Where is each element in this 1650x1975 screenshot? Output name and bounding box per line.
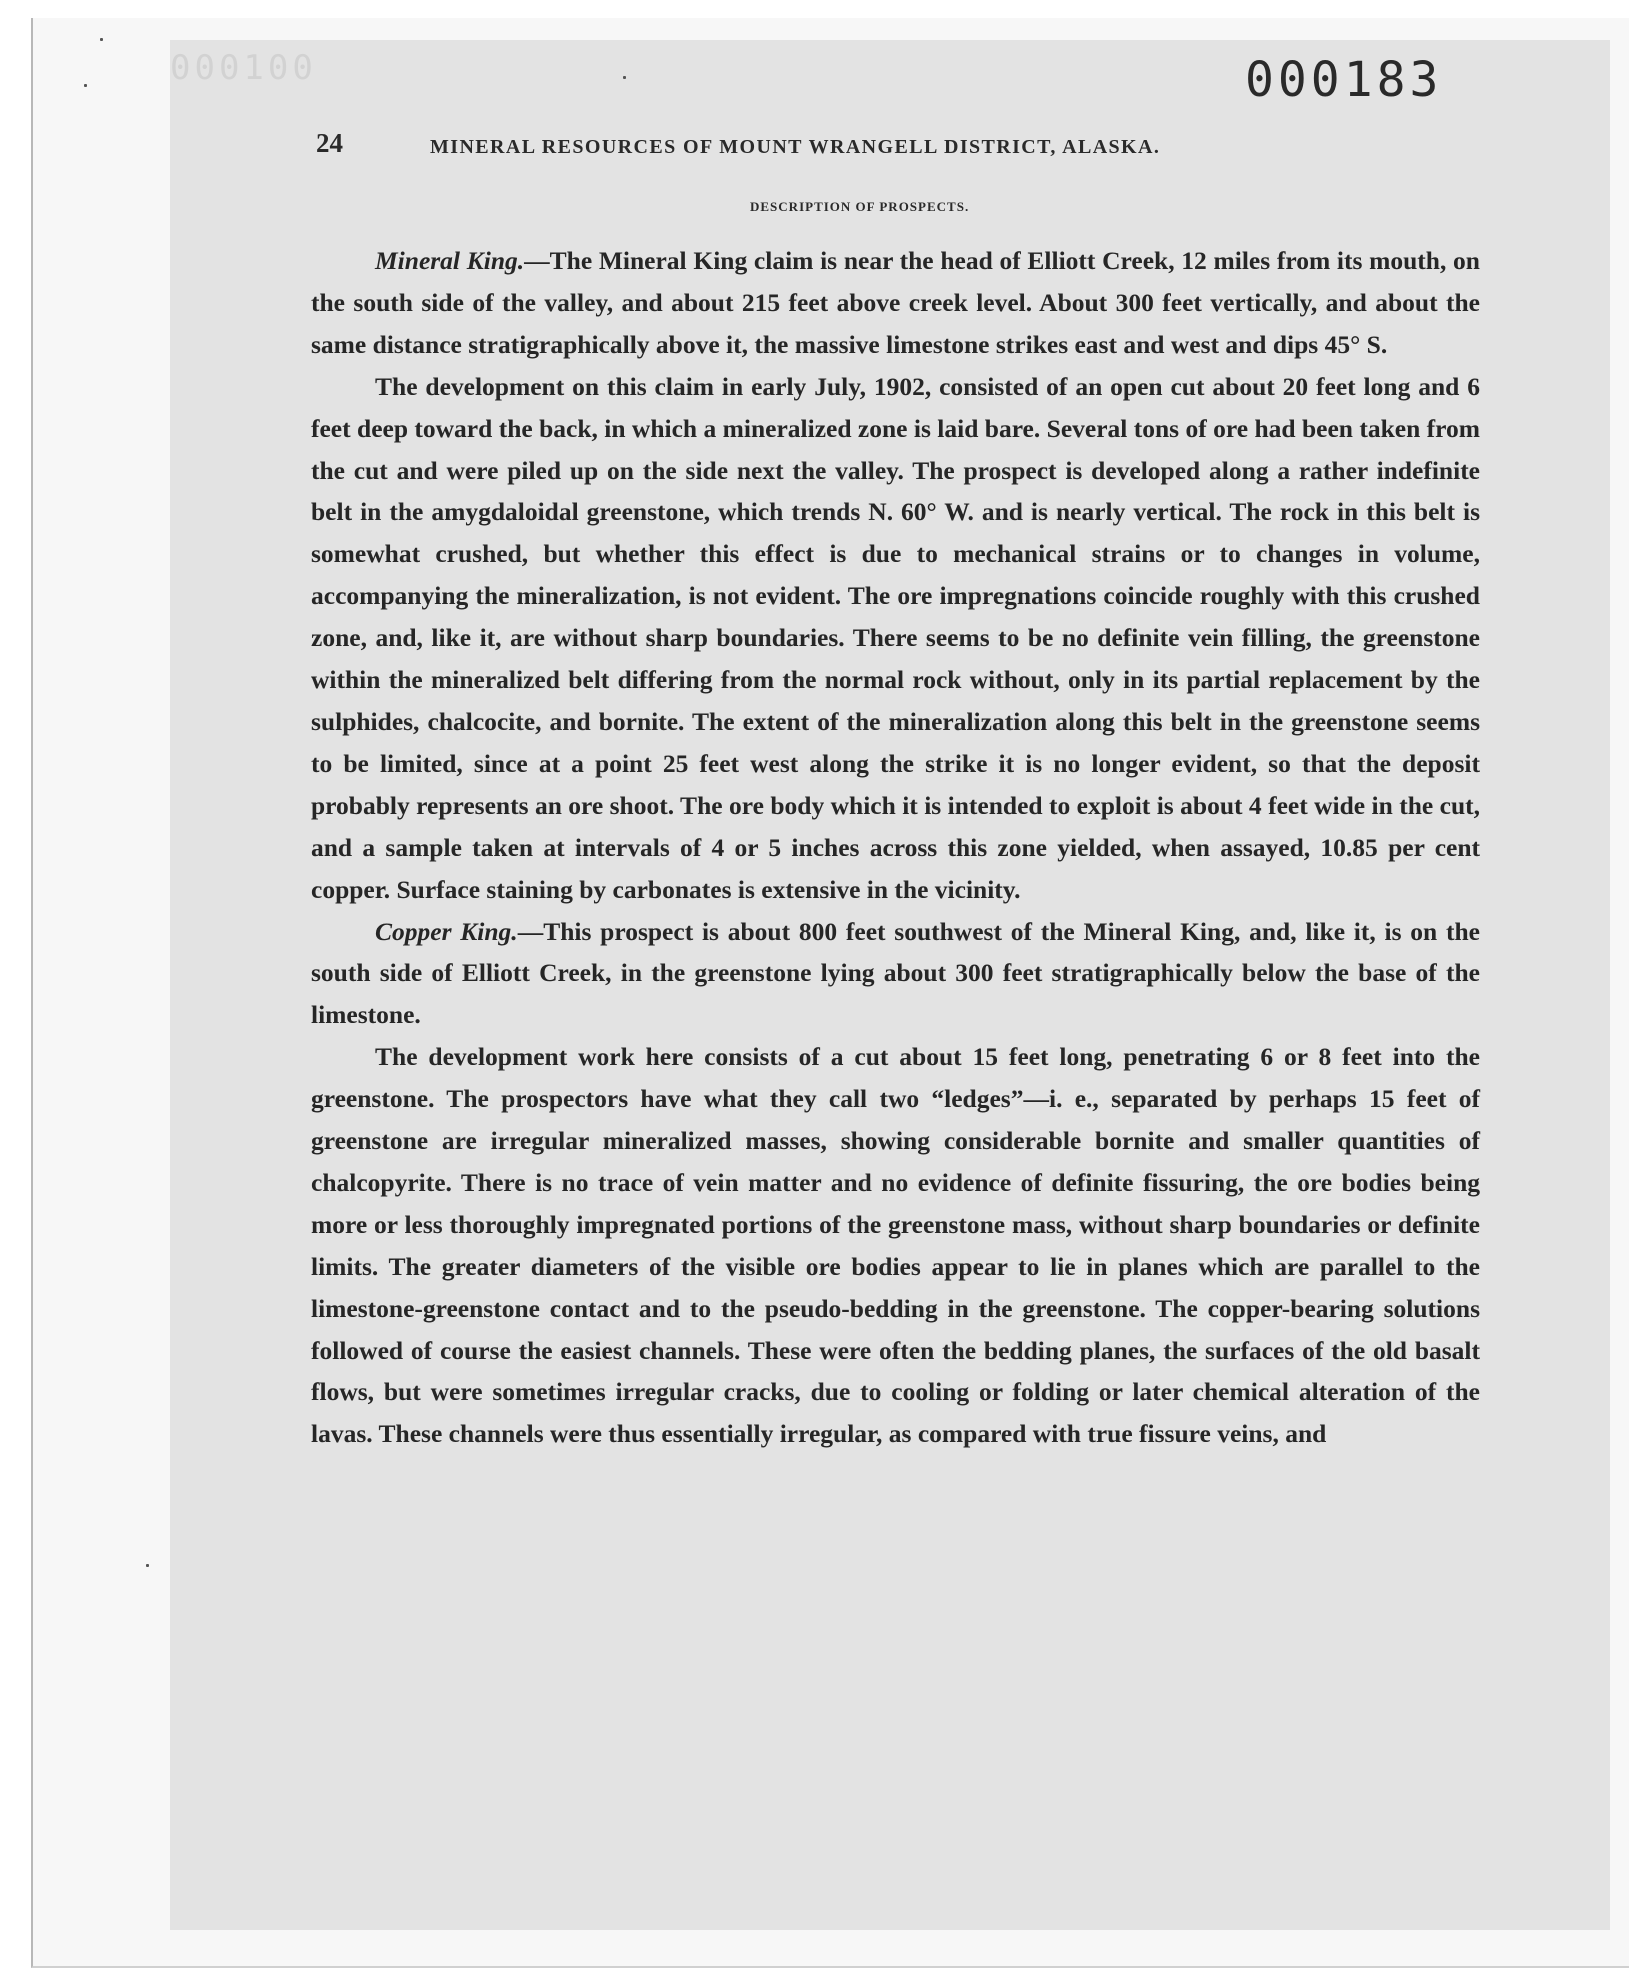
paragraph-text: —The Mineral King claim is near the head of Elliott Creek, 12 miles from its mouth, on the south side of the valley, and about 215 feet above creek level. About 300 feet vertically, and about the same distance stratigraphically above it, the massive limestone strikes east and west and dips 45° S. <box>311 246 1480 359</box>
paragraph-text: The development on this claim in early July, 1902, consisted of an open cut about 20 feet long and 6 feet deep toward the back, in which a mineralized zone is laid bare. Several tons of ore had been taken from the cut and were piled up on the side next the valley. The prospect is developed along a rather indefinite belt in the amygdaloidal greenstone, which trends N. 60° W. and is nearly vertical. The rock in this belt is somewhat crushed, but whether this effect is due to mechanical strains or to changes in volume, accompanying the mineralization, is not evident. The ore impregnations coincide roughly with this crushed zone, and, like it, are without sharp boundaries. There seems to be no definite vein filling, the greenstone within the mineralized belt differing from the normal rock without, only in its partial replacement by the sulphides, chalcocite, and bornite. The extent of the mineralization along this belt in the greenstone seems to be limited, since at a point 25 feet west along the strike it is no longer evident, so that the deposit probably represents an ore shoot. The ore body which it is intended to exploit is about 4 feet wide in the cut, and a sample taken at intervals of 4 or 5 inches across this zone yielded, when assayed, 10.85 per cent copper. Surface staining by carbonates is extensive in the vicinity. <box>311 371 1480 904</box>
body-text <box>311 240 1480 1455</box>
running-head: MINERAL RESOURCES OF MOUNT WRANGELL DISTRICT, ALASKA. <box>430 136 1161 158</box>
document-stamp-number: 000183 <box>1245 52 1443 108</box>
paragraph-lead: Copper King. <box>375 916 518 946</box>
paragraph-text: —This prospect is about 800 feet southwest of the Mineral King, and, like it, is on the south side of Elliott Creek, in the greenstone lying about 300 feet stratigraphically below the base of the limestone. <box>311 916 1480 1030</box>
scan-speck <box>84 84 87 87</box>
faint-bleed-through-number: 000100 <box>170 48 317 88</box>
section-heading: DESCRIPTION OF PROSPECTS. <box>750 199 970 214</box>
scan-speck <box>623 76 626 79</box>
paragraph-text: The development work here consists of a cut about 15 feet long, penetrating 6 or 8 feet into the greenstone. The prospectors have what they call two “ledges”—i. e., separated by perhaps 15 feet of greenstone are irregular mineralized masses, showing considerable bornite and smaller quantities of chalcopyrite. There is no trace of vein matter and no evidence of definite fissuring, the ore bodies being more or less thoroughly impregnated portions of the greenstone mass, without sharp boundaries or definite limits. The greater diameters of the visible ore bodies appear to lie in planes which are parallel to the limestone-greenstone contact and to the pseudo-bedding in the greenstone. The copper-bearing solutions followed of course the easiest channels. These were often the bedding planes, the surfaces of the old basalt flows, but were sometimes irregular cracks, due to cooling or folding or later chemical alteration of the lavas. These channels were thus essentially irregular, as compared with true fissure veins, and <box>311 1042 1480 1449</box>
paragraph-development-copper-king <box>311 1036 1480 1455</box>
scan-speck <box>100 38 103 41</box>
paragraph-lead: Mineral King. <box>375 246 525 275</box>
scan-speck <box>146 1564 149 1567</box>
paragraph-mineral-king <box>311 240 1480 366</box>
paragraph-copper-king <box>311 911 1480 1037</box>
paragraph-development-mineral-king <box>311 366 1480 911</box>
page-number: 24 <box>316 128 343 158</box>
